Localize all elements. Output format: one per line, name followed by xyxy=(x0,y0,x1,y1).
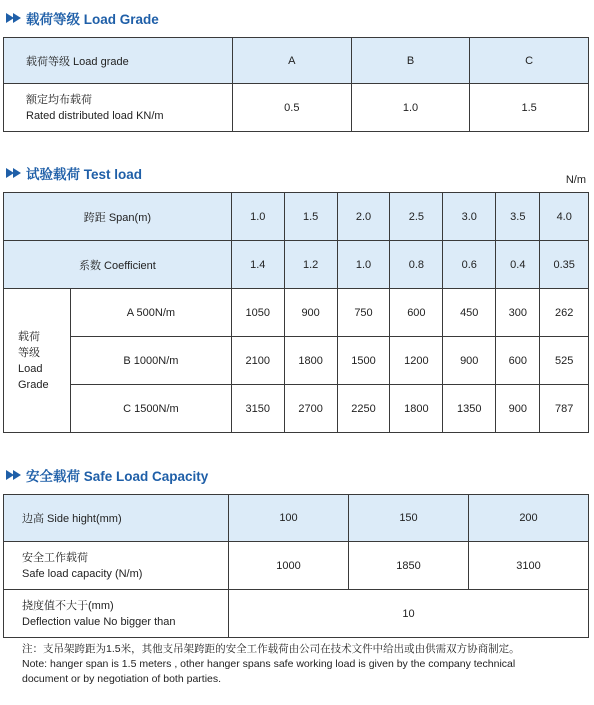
test-load-value: 750 xyxy=(337,289,390,337)
section-title: 试验载荷 Test load xyxy=(26,167,143,182)
test-load-value: 600 xyxy=(390,289,443,337)
safe-capacity-value: 1850 xyxy=(349,542,469,590)
side-height-cell: 100 xyxy=(229,495,349,542)
test-load-value: 900 xyxy=(284,289,337,337)
span-cell: 3.5 xyxy=(496,193,540,241)
test-load-value: 2700 xyxy=(284,385,337,433)
rated-load-value: 0.5 xyxy=(233,84,352,132)
safe-capacity-value: 1000 xyxy=(229,542,349,590)
safe-load-table xyxy=(3,494,589,638)
coefficient-cell: 1.0 xyxy=(337,241,390,289)
test-load-value: 450 xyxy=(443,289,496,337)
group-label-line: 等级 xyxy=(18,346,40,359)
test-load-value: 1800 xyxy=(390,385,443,433)
double-arrow-icon xyxy=(6,168,20,178)
deflection-value: 10 xyxy=(229,590,589,638)
deflection-label-en: Deflection value No bigger than xyxy=(22,615,176,628)
coefficient-cell: 1.2 xyxy=(284,241,337,289)
span-cell: 1.0 xyxy=(231,193,284,241)
grade-row-label: B 1000N/m xyxy=(71,337,232,385)
coefficient-cell: 0.8 xyxy=(390,241,443,289)
coefficient-cell: 0.6 xyxy=(443,241,496,289)
test-load-value: 3150 xyxy=(231,385,284,433)
load-grade-heading xyxy=(6,8,159,28)
footnote-en-line2: document or by negotiation of both parties. xyxy=(22,673,222,685)
group-label-line: 载荷 xyxy=(18,330,40,343)
coefficient-label: 系数 Coefficient xyxy=(4,241,232,289)
unit-label: N/m xyxy=(565,174,586,186)
safe-load-heading xyxy=(6,465,208,485)
double-arrow-icon xyxy=(6,13,20,23)
grade-cell: C xyxy=(470,38,589,84)
coefficient-cell: 1.4 xyxy=(231,241,284,289)
rated-load-value: 1.0 xyxy=(351,84,470,132)
span-cell: 1.5 xyxy=(284,193,337,241)
double-arrow-icon xyxy=(6,470,20,480)
test-load-value: 525 xyxy=(540,337,589,385)
side-height-cell: 150 xyxy=(349,495,469,542)
footnote-cn: 注：支吊架跨距为1.5米，其他支吊架跨距的安全工作载荷由公司在技术文件中给出或由供需双方协商制定。 xyxy=(22,643,520,655)
test-load-value: 262 xyxy=(540,289,589,337)
grade-row-label: A 500N/m xyxy=(71,289,232,337)
coefficient-cell: 0.4 xyxy=(496,241,540,289)
section-title: 载荷等级 Load Grade xyxy=(26,12,159,27)
section-title: 安全载荷 Safe Load Capacity xyxy=(26,469,209,484)
test-load-value: 1350 xyxy=(443,385,496,433)
group-label-line: Load xyxy=(18,362,43,375)
span-cell: 2.5 xyxy=(390,193,443,241)
test-load-value: 2100 xyxy=(231,337,284,385)
grade-cell: A xyxy=(233,38,352,84)
group-label-line: Grade xyxy=(18,378,49,391)
rated-load-label-cn: 额定均布载荷 xyxy=(26,93,92,106)
test-load-table xyxy=(3,192,589,433)
deflection-label xyxy=(4,590,229,638)
coefficient-cell: 0.35 xyxy=(540,241,589,289)
safe-capacity-label xyxy=(4,542,229,590)
test-load-value: 1200 xyxy=(390,337,443,385)
safe-capacity-value: 3100 xyxy=(469,542,589,590)
safe-capacity-label-cn: 安全工作载荷 xyxy=(22,551,88,564)
footnote xyxy=(22,642,590,687)
safe-capacity-label-en: Safe load capacity (N/m) xyxy=(22,567,143,580)
footnote-en-line1: Note: hanger span is 1.5 meters , other hanger spans safe working load is given by the company technical xyxy=(22,658,516,670)
span-cell: 3.0 xyxy=(443,193,496,241)
test-load-value: 900 xyxy=(496,385,540,433)
load-grade-header-label: 载荷等级 Load grade xyxy=(4,38,233,84)
grade-cell: B xyxy=(351,38,470,84)
rated-load-label xyxy=(4,84,233,132)
test-load-value: 900 xyxy=(443,337,496,385)
test-load-heading xyxy=(6,163,142,183)
rated-load-value: 1.5 xyxy=(470,84,589,132)
test-load-value: 1800 xyxy=(284,337,337,385)
test-load-value: 1500 xyxy=(337,337,390,385)
test-load-value: 1050 xyxy=(231,289,284,337)
span-label: 跨距 Span(m) xyxy=(4,193,232,241)
test-load-value: 600 xyxy=(496,337,540,385)
deflection-label-cn: 挠度值不大于(mm) xyxy=(22,599,114,612)
side-height-label: 边高 Side hight(mm) xyxy=(4,495,229,542)
test-load-value: 787 xyxy=(540,385,589,433)
grade-row-label: C 1500N/m xyxy=(71,385,232,433)
side-height-cell: 200 xyxy=(469,495,589,542)
rated-load-label-en: Rated distributed load KN/m xyxy=(26,109,164,122)
span-cell: 2.0 xyxy=(337,193,390,241)
load-grade-group-label xyxy=(4,289,71,433)
test-load-value: 300 xyxy=(496,289,540,337)
load-grade-table xyxy=(3,37,589,132)
test-load-value: 2250 xyxy=(337,385,390,433)
span-cell: 4.0 xyxy=(540,193,589,241)
